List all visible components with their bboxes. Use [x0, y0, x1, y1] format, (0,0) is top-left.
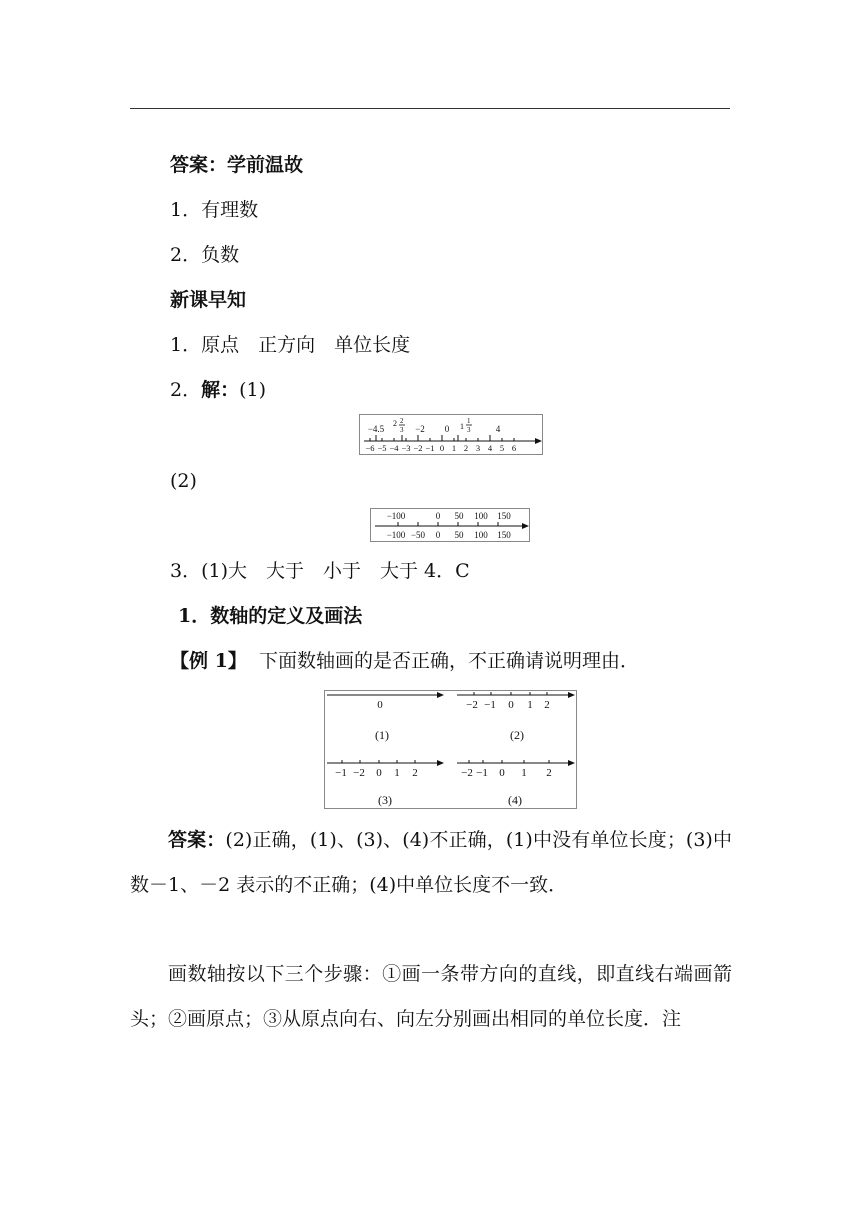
new-lesson-item-2: [170, 378, 266, 402]
example-1-question: [170, 649, 639, 673]
fig1-axis-label: 4: [487, 443, 493, 453]
method-paragraph: 画数轴按以下三个步骤：①画一条带方向的直线，即直线右端画箭头；②画原点；③从原点向右、向左分别画出相同的单位长度．注: [130, 963, 732, 1030]
answer-heading: [170, 153, 303, 177]
example-question-text: 下面数轴画的是否正确，不正确请说明理由．: [258, 650, 639, 672]
fig3-p3-label: 2: [412, 767, 418, 779]
fig1-axis-label: −4: [389, 443, 399, 453]
new-lesson-item-3: 3．(1)大 大于 小于 大于 4．C: [170, 560, 470, 582]
fig2-axis-label: 100: [474, 530, 488, 540]
fig3-p2-label: −2: [466, 699, 478, 711]
fig3-p2-label: 0: [508, 699, 514, 711]
new-lesson-item-1: 1．原点 正方向 单位长度: [170, 334, 411, 356]
item2-solve-label: 解：: [201, 379, 240, 401]
fig1-frac23-whole: 2: [393, 419, 397, 428]
new-lesson-item-2-part2: (2): [170, 470, 197, 492]
example-1-answer: [130, 818, 732, 908]
example-1-figure: [324, 690, 577, 809]
review-item-2: 2．负数: [170, 244, 240, 266]
fig2-axis-label: −100: [386, 530, 406, 540]
fig2-top-label: 50: [454, 511, 464, 521]
example-tag: 【例 1】: [170, 650, 247, 672]
example-answer-text: (2)正确，(1)、(3)、(4)不正确，(1)中没有单位长度；(3)中数－1、－2 表示的不正确；(4)中单位长度不一致．: [130, 829, 732, 896]
fig1-frac13-whole: 1: [460, 422, 464, 431]
fig3-p4-caption: (4): [508, 793, 522, 807]
fig3-p3-label: −1: [335, 767, 347, 779]
fig3-p2-label: 1: [527, 699, 533, 711]
header-rule: [130, 108, 730, 109]
new-lesson-heading: 新课早知: [170, 289, 247, 311]
fig1-axis-label: 2: [463, 443, 469, 453]
fig1-top-label: −4.5: [367, 424, 385, 434]
fig2-top-label: 0: [435, 511, 441, 521]
item2-part1: (1): [239, 379, 267, 401]
fig3-p2-label: 2: [544, 699, 550, 711]
fig1-axis-label: −1: [425, 443, 435, 453]
fig1-axis-label: 5: [499, 443, 505, 453]
fig3-p4-label: −2: [461, 767, 473, 779]
fig2-axis-label: 150: [497, 530, 511, 540]
answer-title: 学前温故: [227, 154, 304, 176]
number-line-figure-2: [370, 508, 530, 542]
fig2-axis-label: 0: [435, 530, 441, 540]
fig2-top-label: 100: [474, 511, 488, 521]
fig1-top-label: −2: [415, 424, 425, 434]
fig1-frac23-num: 2: [400, 417, 404, 425]
fig3-p3-caption: (3): [378, 793, 392, 807]
fig1-axis-label: 3: [475, 443, 481, 453]
fig1-axis-label: −3: [401, 443, 411, 453]
fig1-axis-label: 6: [511, 443, 517, 453]
fig3-p4-label: 0: [499, 767, 505, 779]
review-item-1: 1．有理数: [170, 199, 259, 221]
fig1-axis-label: −5: [377, 443, 387, 453]
fig2-axis-label: −50: [410, 530, 426, 540]
section-title: 1．数轴的定义及画法: [178, 605, 363, 627]
fig3-p3-label: 1: [394, 767, 400, 779]
fig1-frac13-den: 3: [467, 426, 471, 434]
fig3-p4-label: 2: [546, 767, 552, 779]
fig1-axis-label: −6: [365, 443, 375, 453]
fig1-frac13-num: 1: [467, 417, 471, 425]
fig3-p1-caption: (1): [375, 728, 389, 742]
fig3-p2-caption: (2): [510, 728, 524, 742]
fig1-axis-label: 0: [439, 443, 445, 453]
fig2-axis-label: 50: [454, 530, 464, 540]
fig2-top-label: 150: [497, 511, 511, 521]
answer-label: 答案：: [170, 154, 228, 176]
fig3-p1-label: 0: [377, 699, 383, 711]
fig3-p4-label: −1: [476, 767, 488, 779]
fig1-axis-label: −2: [413, 443, 423, 453]
fig3-p3-label: 0: [376, 767, 382, 779]
fig1-top-label: 4: [495, 424, 501, 434]
fig2-top-label: −100: [386, 511, 406, 521]
fig3-p3-label: −2: [353, 767, 365, 779]
fig1-top-label: 0: [444, 424, 450, 434]
fig1-axis-label: 1: [451, 443, 457, 453]
fig3-p4-label: 1: [521, 767, 527, 779]
fig3-p2-label: −1: [484, 699, 496, 711]
fig1-frac23-den: 3: [400, 426, 404, 434]
item2-prefix: 2．: [170, 379, 202, 401]
example-answer-label: 答案：: [168, 829, 226, 851]
number-line-figure-1: [359, 414, 543, 455]
